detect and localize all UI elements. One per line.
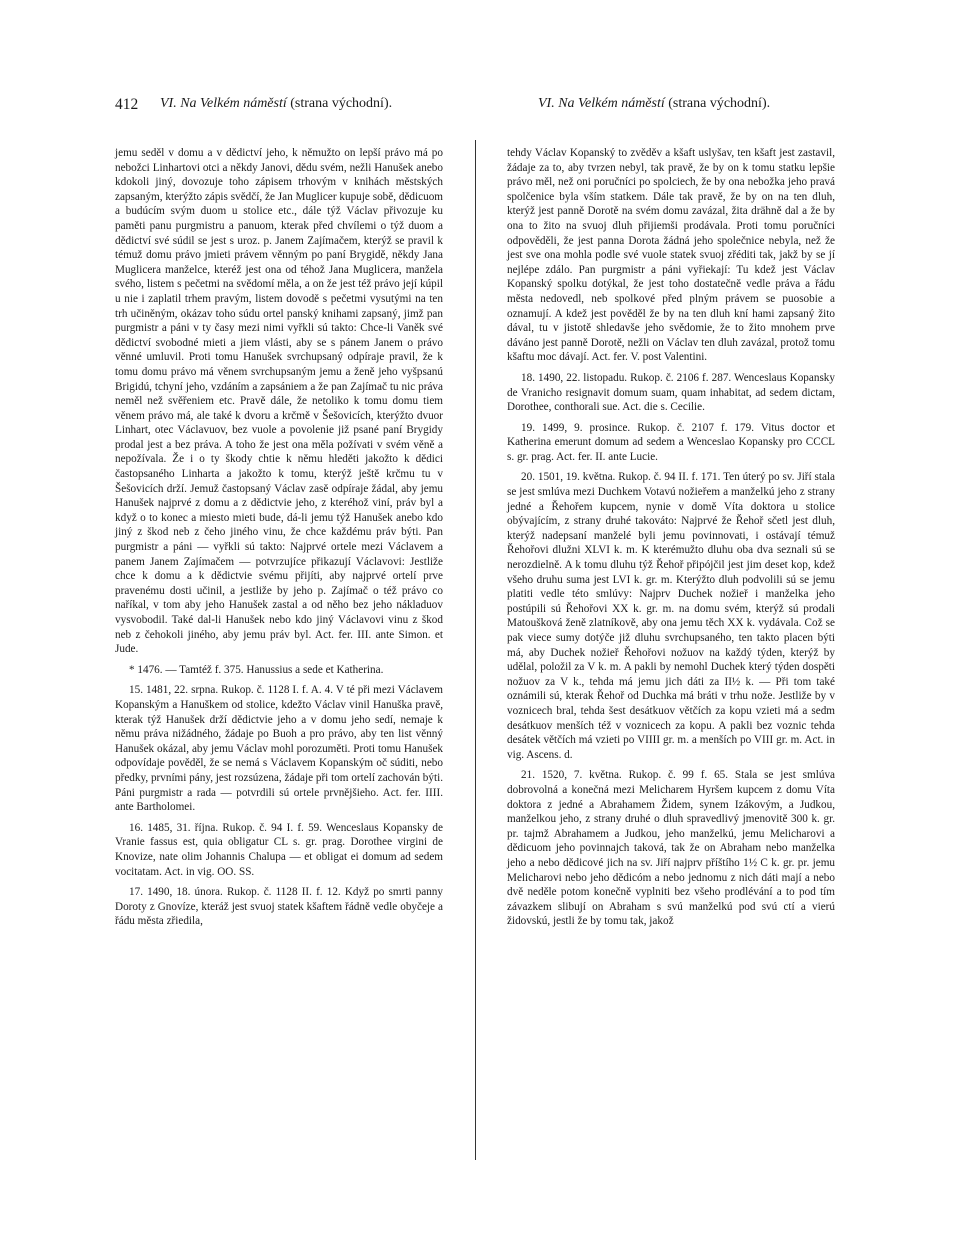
left-text-column <box>115 146 443 930</box>
entry-paragraph: 18. 1490, 22. listopadu. Rukop. č. 2106 f. 287. Wenceslaus Kopansky de Vranicho resignavit domum suam, quam inhabitat, ad sedem dictam, Dorothee, conthorali sue. Act. die s. Cecilie. <box>507 371 835 414</box>
entry-paragraph: 16. 1485, 31. října. Rukop. č. 94 I. f. 59. Wenceslaus Kopansky de Vranie fassus est, quia obligatur CL s. gr. prag. Dorothee virgini de Knovize, nate olim Johannis Chalupa — et obligat ei domum ad sedem vocitatam. Act. in vig. OO. SS. <box>115 821 443 878</box>
right-title-rest: (strana východní). <box>668 96 771 111</box>
entry-paragraph: * 1476. — Tamtéž f. 375. Hanussius a sede et Katherina. <box>129 663 384 676</box>
left-title-italic: VI. Na Velkém náměstí <box>160 96 287 111</box>
right-text-column <box>507 146 835 930</box>
right-running-title <box>538 96 770 112</box>
running-header <box>0 96 960 120</box>
entry-paragraph: 15. 1481, 22. srpna. Rukop. č. 1128 I. f. A. 4. V té při mezi Václavem Kopanským a Hanuškem od stolice, kdežto Václav vinil Hanuška pravě, kterak týž Hanušek drží dědictvie jeho a v domu jeho sedí, nemaje k němu práva nižádného, žádaje po Buoh a pro právo, aby ten list věnný Hanušek okázal, aby jemu Václav mohl porozuměti. Proti tomu Hanušek odpovídaje pověděl, že se nemá s Václavem Kopanským oč súditi, nebo předky, prvními pány, jest rozsúzena, žádaje při tom ortelí zachován býti. Páni purgmistr a rada — potvrdili sú ortele prvnějšieho. Act. fer. IIII. ante Bartholomei. <box>115 684 443 814</box>
paragraph: jemu seděl v domu a v dědictví jeho, k němužto on lepší právo má po nebožci Linhartovi otci a někdy Janovi, dědu svém, nežli Hanušek anebo kdokoli jiný, dovozuje toho zápisem trhovým v knihách městských zapsaným, kterýžto zápis svědčí, že Jan Muglicer kupuje sobě, dědicuom a budúcím svým duom u stolice etc., dále týž Václav přivozuje ku paměti panu purgmistru a panuom, kterak před chvílemi o týž duom a dědictví své súdil se jest s uroz. p. Janem Zajímačem, kterýž se pravil k témuž domu právo jmieti právem věnným po paní Brygidě, někdy Jana Muglicera manželce, kteréž jest ona od téhož Jana Muglicera, manžela svého, listem s pečetmi na svědomí měla, a on že jest též právo její kúpil u nie i zaplatil trhem pravým, listem dovodě s pečetmi vysutými na ten trh učiněným, okázav toho súdu ortel panský knihami zapsaný, jimž pan purgmistr a páni v ty časy mezi nimi vyřkli sú takto: Chce-li Vaněk své dědictví svobodné mieti a jiem vlásti, aby se s pánem Janem o právo věnné umluvil. Proti tomu Hanušek svrchupsaný odpíraje pravil, že k tomu domu právo má věnem svrchupsaným jemu a ženě jeho vyšpsanú Brigidú, tchyní jeho, vzdáním a zapsániem a že pan Zajímač tu nic práva neměl než svěřeniem etc. Pravě dále, že netoliko k tomu domu tiem věnem právo má, ale také k dvoru a krčmě v Šešovicích, kterýžto dvuor Linhart, otec Václavuov, bez vuole a povolenie již psané paní Brygidy prodal jest a bez práva. A toho že jest ona měla požívati v svém věně a nepožívala. Že i o ty škody chtie k němu hleděti jakožto k dědici častopsaného Linharta a jakožto k tomu, kterýž ještě krčmu tu v Šešovicích drží. Jemuž častopsaný Václav zasě odpíraje žádal, aby jemu Hanušek najprvé z domu a z dědictvie jeho, z kteréhož viní, práv byl a když o to konec a miesto mieti bude, dá-li jemu týž Hanušek anebo kdo jiný z škod neb z čeho jiného vinu, že chce každému práv býti. Pan purgmistr a páni — vyřkli sú takto: Najprvé ortele mezi Václavem a panem Janem Zajímačem — potvrzujíce přikazují Václavovi: Jestliže chce k domu a k dědictvie svému přijíti, aby najprvé ortelí prve pravenému dosti učinil, a jestliže by jeho p. Zajímač o též právo co naříkal, v tom aby jeho Hanušek zastal a od něho bez jeho nákladuov vysvobodil. Také dal-li Hanušek nebo kdo jiný Václavovi vinu z škod neb z čehokoli jiného, aby jemu práv byl. Act. fer. III. ante Simon. et Jude. <box>115 147 443 656</box>
paragraph: tehdy Václav Kopanský to zvěděv a kšaft uslyšav, ten kšaft jest zastavil, žádaje za to, aby tvrzen nebyl, tak pravě, že by on k tomu statku lepšie právo měl, než oni poručníci po spolciech, že by ona nebožka jeho pravá spolčenice byla vším statkem. Dále tak pravě, že by on na ten dluh, kterýž jest panně Dorotě na svém domu zavázal, žita drähně dal a že by ona to žito na svuoj dluh přijiemši prodávala. Proti tomu poručníci odpověděli, že jest panna Dorota žádná jeho společnice nebyla, než že jest sve ona mohla podle své vuole statek svuoj zřéditi tak, jakž by se jí nejlépe zdálo. Pan purgmistr a páni vyřiekají: Tu kdež jest Václav Kopanský spolku dotýkal, že jest toho dostatečně vedle práva a řádu města nedovedl, neb spolkové před plným právem se puosobie a oznamují. A kdež jest pověděl že by na ten dluh kní hami zapsaný žito dával, tu v jistotě shledavše jeho svědomie, že to žito mnohem prve dáváno jest panně Dorotě, nežli on Václav ten dluh zavázal, protož tomu kšaftu moc dávají. Act. fer. V. post Valentini. <box>507 147 835 364</box>
entry-paragraph: 17. 1490, 18. února. Rukop. č. 1128 II. f. 12. Když po smrti panny Doroty z Gnovíze, kteráž jest svuoj statek kšaftem řádně vedle obyčeje a řádu města zřiedila, <box>115 886 443 928</box>
left-running-title <box>160 96 392 112</box>
entry-paragraph: 20. 1501, 19. května. Rukop. č. 94 II. f. 171. Ten úterý po sv. Jiří stala se jest smlúva mezi Duchkem Votavú nožieřem a manželkú jeho z strany jedné a Řehořem kupcem, nynie v domě Víta doktora u stolice obývajícím, z strany druhé takováto: Najprvé že Řehoř sčetl jest dluh, kterýž nadepsaní manželé byli jemu povinnovati, i ostávají témuž Řehořovi dlužni XLVI k. m. K kterémužto dluhu oba dva seznali sú se nerozdielně. A k tomu dluhu týž Řehoř připójčil jest jim deset kop, kdež všeho druhu suma jest LVI k. gr. m. Kterýžto dluh podvolili sú se jemu platiti vedle této smlúvy: Najprv Duchek nožieř i manželka jeho postúpili sú Řehořovi XX k. gr. m. na domu svém, kterýž sú prodali Matoušková ženě zlatníkově, aby ona jemu těch XX k. vydávala. Což se pak viece sumy dotýče již dluhu svrchupsaného, ten takto placen býti má, aby Duchek nožieř Řehořovi nožuov na každý týden, kterýž by udělal, položil za V k. m. A pakli by nemohl Duchek který týden dospěti nožuov za V k., tehda má jemu jich dáti za II½ k. — Při tom také oznámili sú, kterak Řehoř od Duchka má bráti v trhu nože. Jestliže by v voznicech bral, tehda šest desátkuov větčích za kopu vzieti má a sedm desátkuov menších též v voznicech za kopu. A pakli bez voznic tehda desátek větčích má vzieti po VIIII gr. m. a menších po VIII gr. m. Act. in vig. Ascens. d. <box>507 471 835 761</box>
entry-paragraph: 19. 1499, 9. prosince. Rukop. č. 2107 f. 179. Vitus doctor et Katherina emerunt domum ad sedem a Wenceslao Kopansky pro CCCL s. gr. prag. Act. fer. II. ante Lucie. <box>507 421 835 463</box>
left-title-rest: (strana východní). <box>290 96 393 111</box>
right-title-italic: VI. Na Velkém náměstí <box>538 96 665 111</box>
page-number: 412 <box>115 96 139 113</box>
column-divider <box>475 140 476 1160</box>
entry-paragraph: 21. 1520, 7. května. Rukop. č. 99 f. 65. Stala se jest smlúva dobrovolná a konečná mezi Melicharem Hyršem kupcem z domu Víta doktora z jedné a Abrahamem Židem, synem Izákovým, a Judkou, manželkou jeho, z strany druhé o dluh spravedlivý jmenovitě 300 k. gr. pr. tajmž Abrahamem a Judkou, jeho manželkú, jemu Melicharovi a dědicuom jeho povinnajch taková, tak že on Abraham nebo manželka jeho a nebo dědicové jich na sv. Jiří najprv příštího 1½ C k. gr. pr. jemu Melicharovi nebo jeho dědicóm a nebo jednomu z nich dáti mají a nebo dvě neděle potom konečně vyplniti bez všeho prodlévání a to pod tím závazkem slibují on Abraham s svú manželkú pod svú ctí a vierú židovskú, jestli že by tomu tak, jakož <box>507 769 835 928</box>
